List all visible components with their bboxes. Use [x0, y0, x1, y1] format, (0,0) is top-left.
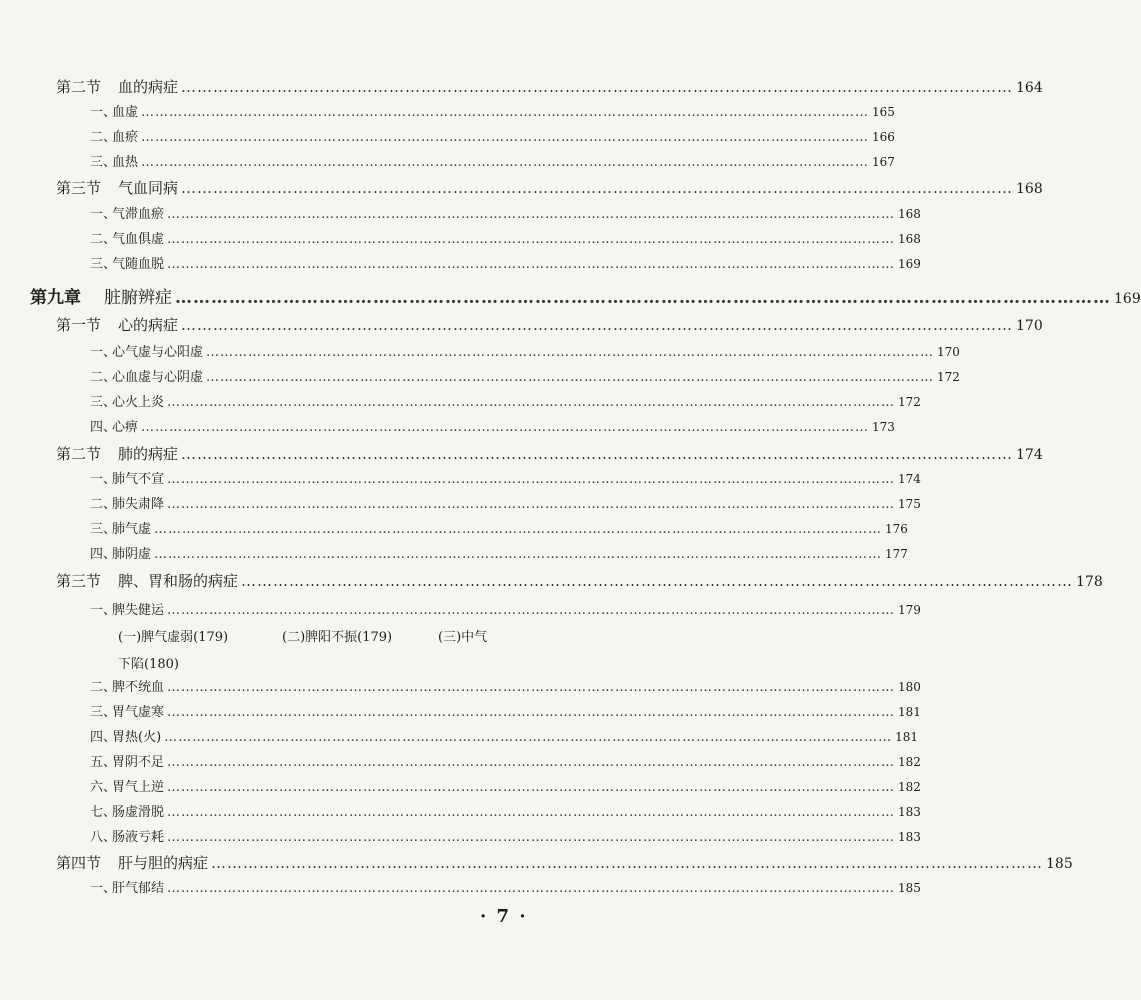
dot-leader: ………………………………………………………………………………………………………………………………………… [181, 179, 1014, 197]
toc-entry-number: 四、 [90, 730, 117, 745]
toc-entry-number: 一、 [90, 472, 117, 487]
dot-leader: ………………………………………………………………………………………………………………………………………… [206, 345, 935, 360]
toc-item [90, 468, 921, 487]
toc-entry-title: 脾失健运 [112, 603, 165, 618]
toc-entry-number: 一、 [90, 207, 117, 222]
toc-entry-title: 气血俱虚 [112, 232, 165, 247]
toc-item [90, 543, 908, 562]
toc-entry-number: 六、 [90, 780, 117, 795]
toc-page-number: 182 [898, 755, 921, 769]
toc-entry-number: 第四节 [56, 854, 102, 872]
toc-entry-number: 一、 [90, 603, 117, 618]
toc-entry-number: 一、 [90, 881, 117, 896]
toc-entry-number: 八、 [90, 830, 117, 845]
toc-item [90, 203, 921, 222]
toc-item [90, 599, 921, 618]
toc-page-number: 177 [885, 547, 908, 561]
toc-entry-title: 气随血脱 [112, 257, 165, 272]
toc-page-number: 174 [898, 472, 921, 486]
toc-entry-number: 第三节 [56, 572, 102, 590]
dot-leader: ………………………………………………………………………………………………………………………………………… [167, 232, 896, 247]
toc-entry-title: 肺的病症 [118, 445, 179, 463]
toc-entry-number: 第三节 [56, 179, 102, 197]
dot-leader: ………………………………………………………………………………………………………………………………………… [181, 445, 1014, 463]
toc-subentry: (三)中气 [438, 630, 488, 645]
toc-entry-title: 血热 [112, 155, 139, 170]
dot-leader: ………………………………………………………………………………………………………………………………………… [167, 497, 896, 512]
toc-page-number: 182 [898, 780, 921, 794]
toc-item [90, 877, 921, 896]
toc-section [56, 570, 1103, 591]
toc-item [90, 801, 921, 820]
toc-subentry: 下陷(180) [118, 657, 179, 672]
dot-leader: ………………………………………………………………………………………………………………………………………… [167, 472, 896, 487]
toc-page-number: 183 [898, 830, 921, 844]
toc-entry-number: 第二节 [56, 445, 102, 463]
dot-leader: ………………………………………………………………………………………………………………………………………… [167, 755, 896, 770]
toc-item [90, 151, 895, 170]
toc-page-number: 168 [898, 207, 921, 221]
toc-page-number: 176 [885, 522, 908, 536]
dot-leader: ………………………………………………………………………………………………………………………………………… [167, 207, 896, 222]
toc-page-number: 168 [1016, 181, 1043, 197]
toc-entry-number: 二、 [90, 370, 117, 385]
toc-page-number: 164 [1016, 80, 1043, 96]
toc-page-number: 169 [1114, 291, 1141, 307]
toc-item [90, 416, 895, 435]
toc-entry-number: 一、 [90, 345, 117, 360]
toc-entry-title: 心的病症 [118, 316, 179, 334]
dot-leader: ………………………………………………………………………………………………………………………………………… [154, 522, 883, 537]
toc-item [90, 126, 895, 145]
toc-item [90, 228, 921, 247]
dot-leader: ………………………………………………………………………………………………………………………………………… [206, 370, 935, 385]
toc-item [90, 676, 921, 695]
toc-page-number: 183 [898, 805, 921, 819]
toc-item [90, 751, 921, 770]
toc-subentry: (二)脾阳不振(179) [282, 630, 393, 645]
dot-leader: ………………………………………………………………………………………………………………………………………… [167, 881, 896, 896]
toc-item [90, 391, 921, 410]
toc-item [90, 253, 921, 272]
toc-entry-number: 三、 [90, 705, 117, 720]
toc-item [90, 101, 895, 120]
toc-entry-title: 心血虚与心阴虚 [112, 370, 204, 385]
toc-section [56, 443, 1043, 464]
toc-entry-title: 肠液亏耗 [112, 830, 165, 845]
dot-leader: ………………………………………………………………………………………………………………………………………… [167, 395, 896, 410]
toc-page-number: 181 [895, 730, 919, 744]
toc-entry-number: 三、 [90, 395, 117, 410]
dot-leader: ………………………………………………………………………………………………………………………………………… [141, 420, 870, 435]
toc-subentry: (一)脾气虚弱(179) [118, 630, 229, 645]
toc-page-number: 172 [898, 395, 921, 409]
dot-leader: ………………………………………………………………………………………………………………………………………… [167, 805, 896, 820]
toc-item [90, 701, 921, 720]
toc-entry-title: 肝与胆的病症 [118, 854, 209, 872]
toc-page-number: 185 [898, 881, 921, 895]
toc-entry-number: 二、 [90, 680, 117, 695]
toc-section [56, 314, 1043, 335]
toc-page-number: 168 [898, 232, 921, 246]
toc-item [90, 776, 921, 795]
toc-entry-title: 肺失肃降 [112, 497, 165, 512]
dot-leader: ………………………………………………………………………………………………………………………………………… [167, 780, 896, 795]
toc-page-number: 179 [898, 603, 921, 617]
toc-page-number: 173 [872, 420, 895, 434]
toc-item [90, 726, 919, 745]
toc-entry-title: 胃气虚寒 [112, 705, 165, 720]
dot-leader: ………………………………………………………………………………………………………………………………………… [141, 155, 870, 170]
toc-item [90, 826, 921, 845]
toc-page-number: 167 [872, 155, 895, 169]
toc-page-number: 165 [872, 105, 895, 119]
dot-leader: ………………………………………………………………………………………………………………………………………… [167, 603, 896, 618]
dot-leader: ………………………………………………………………………………………………………………………………………… [241, 572, 1074, 590]
toc-page-number: 178 [1076, 574, 1103, 590]
toc-page-number: 169 [898, 257, 921, 271]
toc-page-number: 166 [872, 130, 895, 144]
toc-entry-title: 肠虚滑脱 [112, 805, 165, 820]
toc-entry-title: 脾不统血 [112, 680, 165, 695]
toc-entry-number: 七、 [90, 805, 117, 820]
toc-entry-number: 三、 [90, 257, 117, 272]
toc-entry-number: 四、 [90, 420, 117, 435]
dot-leader: ………………………………………………………………………………………………………………………………………… [167, 830, 896, 845]
toc-entry-number: 第九章 [30, 288, 81, 308]
toc-entry-title: 肺阴虚 [112, 547, 152, 562]
toc-entry-number: 二、 [90, 130, 117, 145]
toc-entry-title: 肺气不宣 [112, 472, 165, 487]
dot-leader: ………………………………………………………………………………………………………………………………………… [181, 316, 1014, 334]
toc-entry-number: 三、 [90, 155, 117, 170]
toc-entry-title: 肺气虚 [112, 522, 152, 537]
dot-leader: ………………………………………………………………………………………………………………………………………… [164, 730, 893, 745]
dot-leader: ………………………………………………………………………………………………………………………………………… [167, 257, 896, 272]
dot-leader: ………………………………………………………………………………………………………………………………………… [141, 130, 870, 145]
toc-item [90, 493, 921, 512]
toc-entry-title: 气血同病 [118, 179, 179, 197]
toc-page-number: 181 [898, 705, 921, 719]
toc-section [56, 177, 1043, 198]
toc-entry-title: 气滞血瘀 [112, 207, 165, 222]
toc-entry-title: 胃气上逆 [112, 780, 165, 795]
toc-entry-title: 心气虚与心阳虚 [112, 345, 204, 360]
toc-section [56, 852, 1073, 873]
dot-leader: ………………………………………………………………………………………………………………………………………… [167, 680, 896, 695]
toc-item [90, 518, 908, 537]
toc-entry-number: 第一节 [56, 316, 102, 334]
toc-page-number: 170 [937, 345, 960, 359]
dot-leader: ………………………………………………………………………………………………………………………………………… [141, 105, 870, 120]
toc-section [56, 76, 1043, 97]
toc-entry-title: 血虚 [112, 105, 139, 120]
page-number: · 7 · [480, 906, 528, 927]
toc-entry-title: 血瘀 [112, 130, 139, 145]
toc-entry-title: 胃阴不足 [112, 755, 165, 770]
toc-page-number: 174 [1016, 447, 1043, 463]
toc-page-number: 170 [1016, 318, 1043, 334]
dot-leader: ………………………………………………………………………………………………………………………………………… [167, 705, 896, 720]
toc-page-number: 185 [1046, 856, 1073, 872]
toc-entry-title: 血的病症 [118, 78, 179, 96]
toc-entry-title: 肝气郁结 [112, 881, 165, 896]
toc-entry-number: 三、 [90, 522, 117, 537]
toc-entry-number: 第二节 [56, 78, 102, 96]
toc-entry-number: 二、 [90, 232, 117, 247]
toc-page-number: 180 [898, 680, 921, 694]
dot-leader: ………………………………………………………………………………………………………………………………………… [154, 547, 883, 562]
toc-entry-title: 脾、胃和肠的病症 [118, 572, 239, 590]
toc-entry-title: 心火上炎 [112, 395, 165, 410]
toc-entry-number: 一、 [90, 105, 117, 120]
toc-entry-title: 心痹 [112, 420, 139, 435]
toc-entry-number: 五、 [90, 755, 117, 770]
toc-page-number: 172 [937, 370, 960, 384]
toc-entry-title: 胃热(火) [112, 730, 162, 745]
toc-entry-number: 四、 [90, 547, 117, 562]
toc-item [90, 341, 960, 360]
toc-entry-title: 脏腑辨症 [104, 288, 172, 308]
dot-leader: ………………………………………………………………………………………………………………………………………… [181, 78, 1014, 96]
dot-leader: ………………………………………………………………………………………………………………………………………… [175, 288, 1111, 308]
toc-entry-number: 二、 [90, 497, 117, 512]
toc-page-number: 175 [898, 497, 921, 511]
toc-chapter [30, 283, 1141, 308]
dot-leader: ………………………………………………………………………………………………………………………………………… [211, 854, 1044, 872]
toc-item [90, 366, 960, 385]
